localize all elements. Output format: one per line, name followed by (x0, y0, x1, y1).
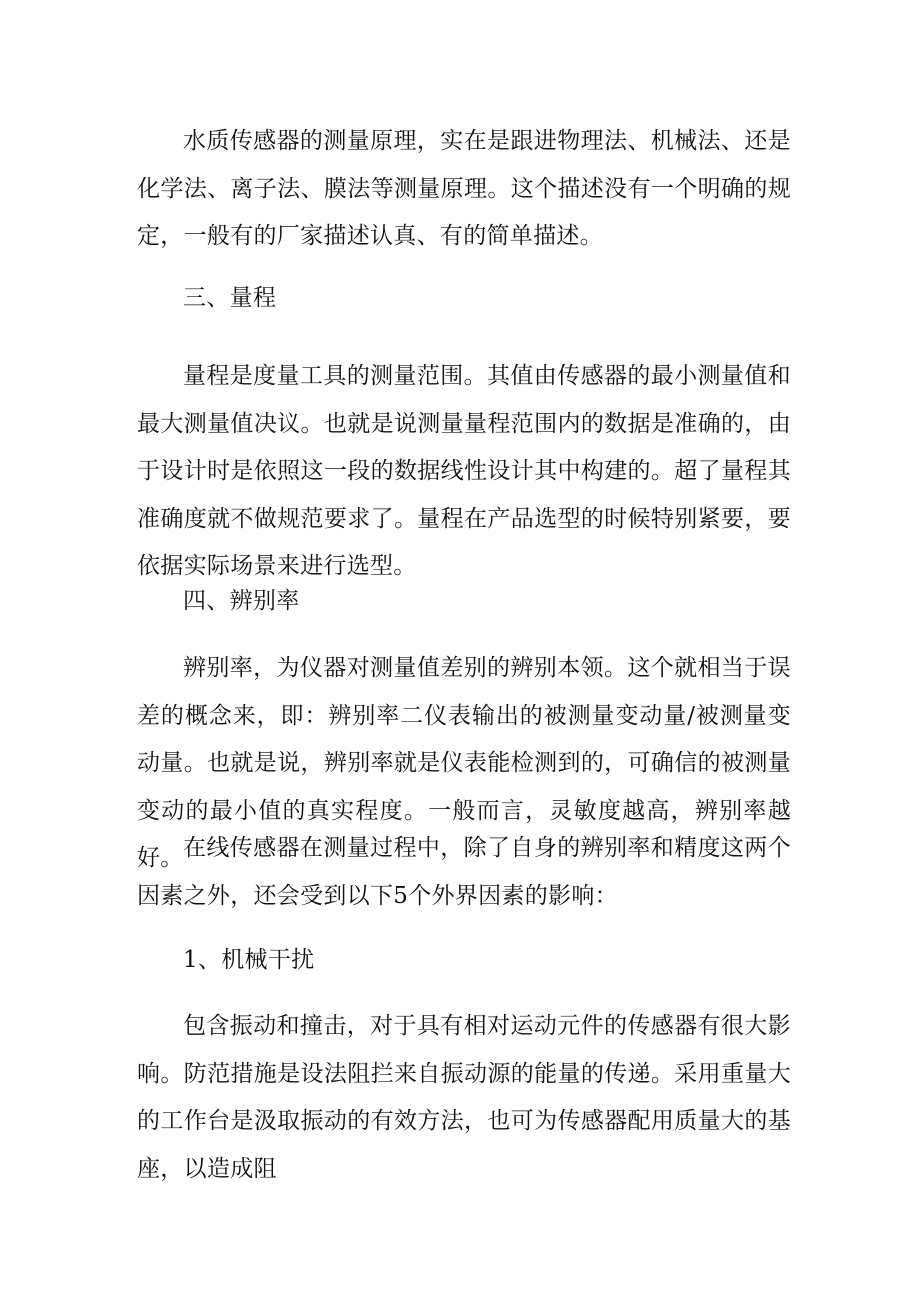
heading-range: 三、量程 (183, 285, 277, 311)
paragraph-measurement-principle: 水质传感器的测量原理，实在是跟进物理法、机械法、还是化学法、离子法、膜法等测量原理。这个描述没有一个明确的规定，一般有的厂家描述认真、有的简单描述。 (137, 128, 791, 249)
heading-mechanical-interference: 1、机械干扰 (183, 947, 315, 973)
paragraph-range: 量程是度量工具的测量范围。其值由传感器的最小测量值和最大测量值决议。也就是说测量量程范围内的数据是准确的，由于设计时是依照这一段的数据线性设计其中构建的。超了量程其准确度就不做规范要求了。量程在产品选型的时候特别紧要，要依据实际场景来进行选型。 (137, 363, 791, 579)
paragraph-mechanical-interference: 包含振动和撞击，对于具有相对运动元件的传感器有很大影响。防范措施是设法阻拦来自振动源的能量的传递。采用重量大的工作台是汲取振动的有效方法，也可为传感器配用质量大的基座，以造成阻 (137, 1013, 791, 1182)
paragraph-external-factors: 在线传感器在测量过程中，除了自身的辨别率和精度这两个因素之外，还会受到以下5个外界因素的影响： (137, 835, 791, 909)
heading-resolution: 四、辨别率 (183, 588, 300, 614)
paragraph-resolution: 辨别率，为仪器对测量值差别的辨别本领。这个就相当于误差的概念来，即：辨别率二仪表输出的被测量变动量/被测量变动量。也就是说，辨别率就是仪表能检测到的，可确信的被测量变动的最小值的真实程度。一般而言，灵敏度越高，辨别率越好。 (137, 655, 791, 871)
